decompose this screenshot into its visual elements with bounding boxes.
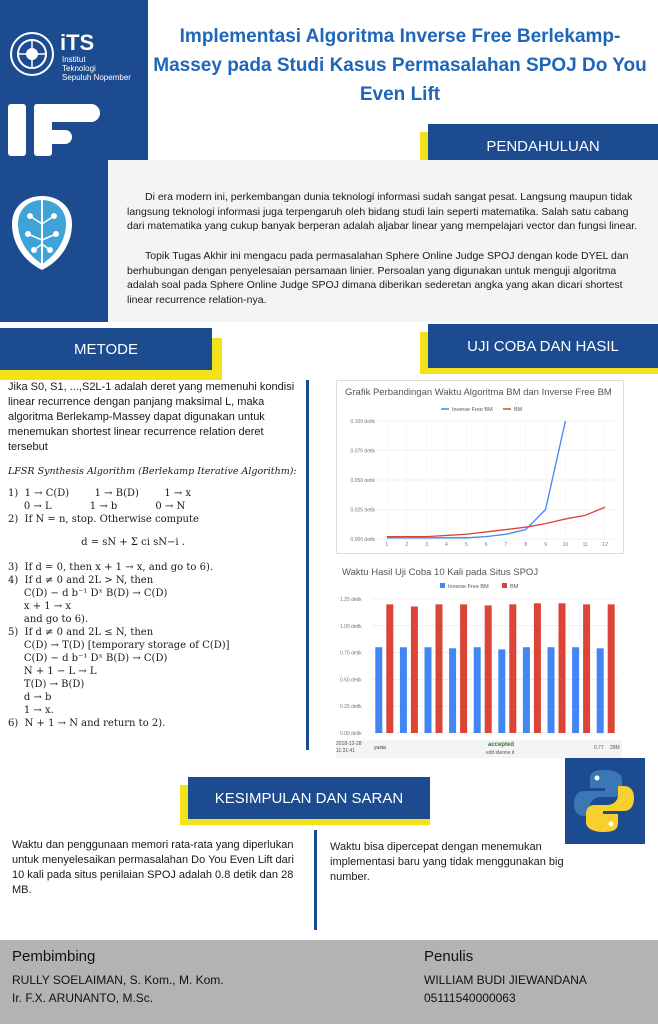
- spoj-memory: 28M: [610, 745, 620, 751]
- x-tick-label: 10: [562, 542, 569, 548]
- metode-algo-title: LFSR Synthesis Algorithm (Berlekamp Iterative Algorithm):: [8, 466, 297, 477]
- x-tick-label: 7: [504, 542, 508, 548]
- x-tick-label: 11: [582, 542, 588, 548]
- its-logo-sub2: Teknologi: [62, 64, 96, 73]
- y-tick-label: 0.25 detik: [340, 704, 362, 711]
- spoj-user[interactable]: yusta: [374, 745, 386, 751]
- brain-icon: [4, 190, 80, 276]
- bar: [559, 603, 566, 733]
- x-tick-label: 5: [464, 542, 468, 548]
- spoj-time: 11:31:41: [336, 748, 356, 754]
- y-tick-label: 1.25 detik: [340, 597, 362, 603]
- algo-line: C(D) − d b⁻¹ Dˣ B(D) → C(D): [8, 588, 168, 599]
- bar: [411, 607, 418, 733]
- bar: [425, 647, 432, 733]
- kesimpulan-heading: KESIMPULAN DAN SARAN: [188, 777, 430, 819]
- legend-label: Inverse Free BM: [448, 584, 489, 590]
- algo-line: 1 → x.: [8, 705, 54, 716]
- bar-chart-title: Waktu Hasil Uji Coba 10 Kali pada Situs SPOJ: [342, 567, 539, 578]
- x-tick-label: 4: [445, 542, 448, 548]
- algo-line: 2) If N = n, stop. Otherwise compute: [8, 514, 199, 525]
- kesimpulan-divider: [314, 830, 317, 930]
- bar: [400, 647, 407, 733]
- bar: [485, 605, 492, 733]
- y-tick-label: 0.75 detik: [340, 650, 362, 657]
- bar: [474, 647, 481, 733]
- y-tick-label: 1.00 detik: [340, 623, 362, 630]
- kesimpulan-right: Waktu bisa dipercepat dengan menemukan implementasi baru yang tidak menggunakan big number.: [330, 841, 564, 883]
- poster-title: Implementasi Algoritma Inverse Free Berlekamp-Massey pada Studi Kasus Permasalahan SPOJ Do You Even Lift: [153, 26, 647, 105]
- x-tick-label: 1: [385, 542, 389, 548]
- bar: [608, 604, 615, 733]
- line-chart-title: Grafik Perbandingan Waktu Algoritma BM dan Inverse Free BM: [345, 387, 612, 398]
- y-tick-label: 0.000 detik: [350, 537, 375, 543]
- metode-divider: [306, 380, 309, 750]
- algo-line: C(D) − d b⁻¹ Dˣ B(D) → C(D): [8, 653, 168, 664]
- algo-line: d → b: [8, 692, 52, 703]
- spoj-result-row: [336, 740, 622, 758]
- bar: [583, 604, 590, 733]
- bar: [436, 604, 443, 733]
- x-tick-label: 6: [484, 542, 488, 548]
- algo-line: and go to 6).: [8, 614, 89, 625]
- bar: [375, 647, 382, 733]
- bar: [523, 647, 530, 733]
- y-tick-label: 0.025 detik: [350, 507, 375, 514]
- legend-label: Inverse Free BM: [452, 407, 493, 413]
- if-logo-f-stem: [34, 104, 52, 156]
- bar: [386, 604, 393, 733]
- pembimbing-2: Ir. F.X. ARUNANTO, M.Sc.: [12, 991, 154, 1005]
- if-logo-i: [8, 104, 26, 156]
- bar: [460, 604, 467, 733]
- series-line: [387, 507, 605, 537]
- metode-heading: METODE: [0, 328, 212, 370]
- metode-intro: Jika S0, S1, ...,S2L-1 adalah deret yang memenuhi kondisi linear recurrence dengan panjang maksimal L, maka algoritma Berlekamp-Massey dapat digunakan untuk menemukan shortest linear recurrence relation deret tersebut: [8, 381, 295, 453]
- x-tick-label: 9: [544, 542, 547, 548]
- bar: [548, 647, 555, 733]
- line-chart-panel: [336, 380, 624, 554]
- series-line: [387, 421, 566, 538]
- pembimbing-1: RULLY SOELAIMAN, S. Kom., M. Kom.: [12, 973, 224, 987]
- legend-swatch: [502, 583, 507, 588]
- pendahuluan-heading: PENDAHULUAN: [428, 124, 658, 168]
- pendahuluan-paragraph-2: Topik Tugas Akhir ini mengacu pada permasalahan Sphere Online Judge SPOJ dengan kode DYEL dan berhubungan dengan penyelesaian persamaan linier. Persoalan yang digunakan untuk menguji algoritma adalah soal pada Sphere Online Judge SPOJ dimana diberikan sederetan angka yang akan dicari shortest linear recurrence relation-nya.: [127, 250, 629, 306]
- algo-line: 0 → L 1 → b 0 → N: [8, 501, 186, 512]
- algo-line: 5) If d ≠ 0 and 2L ≤ N, then: [8, 627, 154, 638]
- algo-line: 6) N + 1 → N and return to 2).: [8, 718, 166, 729]
- algorithm-listing: [8, 487, 304, 730]
- its-logo-name: iTS: [60, 30, 95, 55]
- bar: [498, 649, 505, 733]
- algo-line: 3) If d = 0, then x + 1 → x, and go to 6).: [8, 562, 214, 573]
- spoj-links[interactable]: edit ideone it: [486, 750, 515, 756]
- penulis-label: Penulis: [424, 948, 474, 965]
- algo-line: d = sN + Σ ci sN−i .: [8, 537, 185, 548]
- bar: [597, 648, 604, 733]
- algo-line: 1) 1 → C(D) 1 → B(D) 1 → x: [8, 488, 192, 499]
- spoj-status: accepted: [488, 742, 515, 748]
- line-chart: [337, 381, 623, 553]
- spoj-runtime: 0.77: [594, 745, 604, 751]
- spoj-date: 2018-12-28: [336, 741, 362, 747]
- legend-swatch: [440, 583, 445, 588]
- y-tick-label: 0.50 detik: [340, 677, 362, 684]
- dept-logo-text: IF: [110, 120, 111, 121]
- bar-chart: [336, 563, 622, 741]
- bar: [572, 647, 579, 733]
- x-tick-label: 12: [602, 542, 608, 548]
- bar-chart-panel: [336, 563, 622, 758]
- algo-line: 4) If d ≠ 0 and 2L > N, then: [8, 575, 154, 586]
- y-tick-label: 0.100 detik: [350, 419, 375, 425]
- its-logo-sub1: Institut: [62, 55, 86, 64]
- bar: [449, 648, 456, 733]
- pembimbing-label: Pembimbing: [12, 948, 96, 965]
- algo-line: C(D) → T(D) [temporary storage of C(D)]: [8, 640, 230, 651]
- x-tick-label: 3: [425, 542, 428, 548]
- bar: [509, 604, 516, 733]
- its-emblem-icon: [12, 34, 52, 74]
- pendahuluan-paragraph-1: Di era modern ini, perkembangan dunia teknologi informasi sudah sangat pesat. Langsung maupun tidak langsung teknologi informasi juga terpengaruh oleh bidang studi lain seperti matematika. Salah satu cabang dari matematika yang cukup banyak berperan adalah aljabar linear yang mempelajari vector dan fungsi linear.: [127, 191, 638, 232]
- kesimpulan-left: Waktu dan penggunaan memori rata-rata yang diperlukan untuk menyelesaikan permasalahan Do You Even Lift dari 10 kali pada situs penilaian SPOJ adalah 0.8 detik dan 28 MB.: [12, 839, 294, 896]
- algo-line: x + 1 → x: [8, 601, 72, 612]
- bar: [534, 603, 541, 733]
- its-logo: [10, 32, 54, 76]
- algo-line: T(D) → B(D): [8, 679, 85, 690]
- y-tick-label: 0.00 detik: [340, 731, 362, 737]
- algo-line: N + 1 − L → L: [8, 666, 97, 677]
- y-tick-label: 0.050 detik: [350, 478, 375, 484]
- python-icon: [572, 766, 636, 836]
- legend-label: BM: [510, 584, 519, 590]
- x-tick-label: 8: [524, 542, 528, 548]
- x-tick-label: 2: [405, 542, 409, 548]
- uji-heading: UJI COBA DAN HASIL: [428, 324, 658, 368]
- its-logo-sub3: Sepuluh Nopember: [62, 73, 131, 82]
- y-tick-label: 0.075 detik: [350, 448, 375, 455]
- legend-label: BM: [514, 407, 523, 413]
- penulis-nrp: 05111540000063: [424, 991, 516, 1005]
- penulis-name: WILLIAM BUDI JIEWANDANA: [424, 973, 587, 987]
